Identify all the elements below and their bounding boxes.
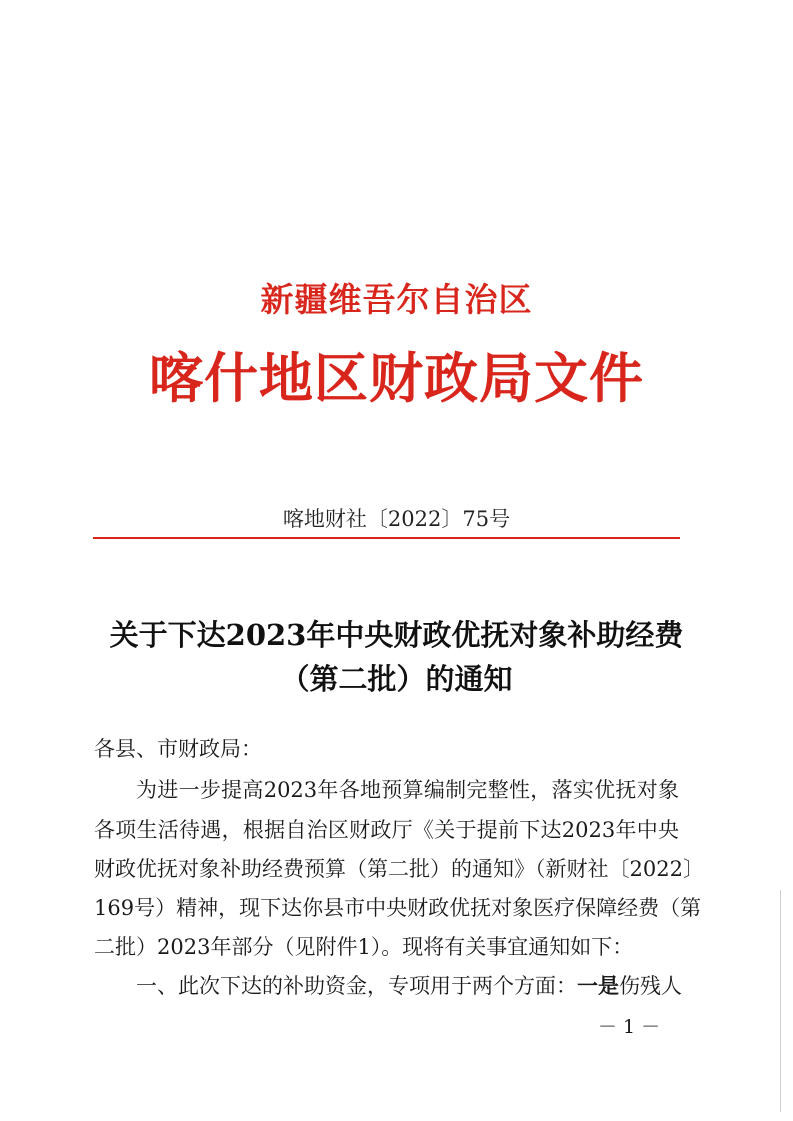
notice-title-line2: （第二批）的通知 bbox=[280, 662, 513, 696]
para2-bold-marker: 一是 bbox=[577, 973, 619, 998]
page-number: － 1 － bbox=[598, 1016, 661, 1038]
notice-title bbox=[0, 613, 793, 701]
addressee: 各县、市财政局： bbox=[94, 737, 262, 761]
red-separator-line bbox=[93, 537, 680, 539]
notice-title-line1: 关于下达2023年中央财政优抚对象补助经费 bbox=[109, 618, 684, 652]
issuer-region-name: 新疆维吾尔自治区 bbox=[260, 280, 533, 319]
para2-prefix: 一、此次下达的补助资金，专项用于两个方面： bbox=[136, 974, 577, 998]
scan-edge-mark bbox=[780, 890, 781, 1112]
body-paragraph1-line4: 169号）精神，现下达你县市中央财政优抚对象医疗保障经费（第 bbox=[94, 896, 702, 920]
body-paragraph1-line1: 为进一步提高2023年各地预算编制完整性，落实优抚对象 bbox=[136, 778, 679, 802]
document-number: 喀地财社〔2022〕75号 bbox=[282, 507, 511, 531]
body-paragraph2-line1 bbox=[136, 970, 682, 1000]
body-paragraph1-line3: 财政优抚对象补助经费预算（第二批）的通知》（新财社〔2022〕 bbox=[94, 857, 704, 881]
body-paragraph1-line5: 二批）2023年部分（见附件1）。现将有关事宜通知如下： bbox=[94, 935, 634, 959]
para2-suffix: 伤残人 bbox=[619, 974, 682, 998]
body-paragraph1-line2: 各项生活待遇，根据自治区财政厅《关于提前下达2023年中央 bbox=[94, 818, 679, 842]
issuer-bureau-document-title: 喀什地区财政局文件 bbox=[149, 346, 644, 410]
